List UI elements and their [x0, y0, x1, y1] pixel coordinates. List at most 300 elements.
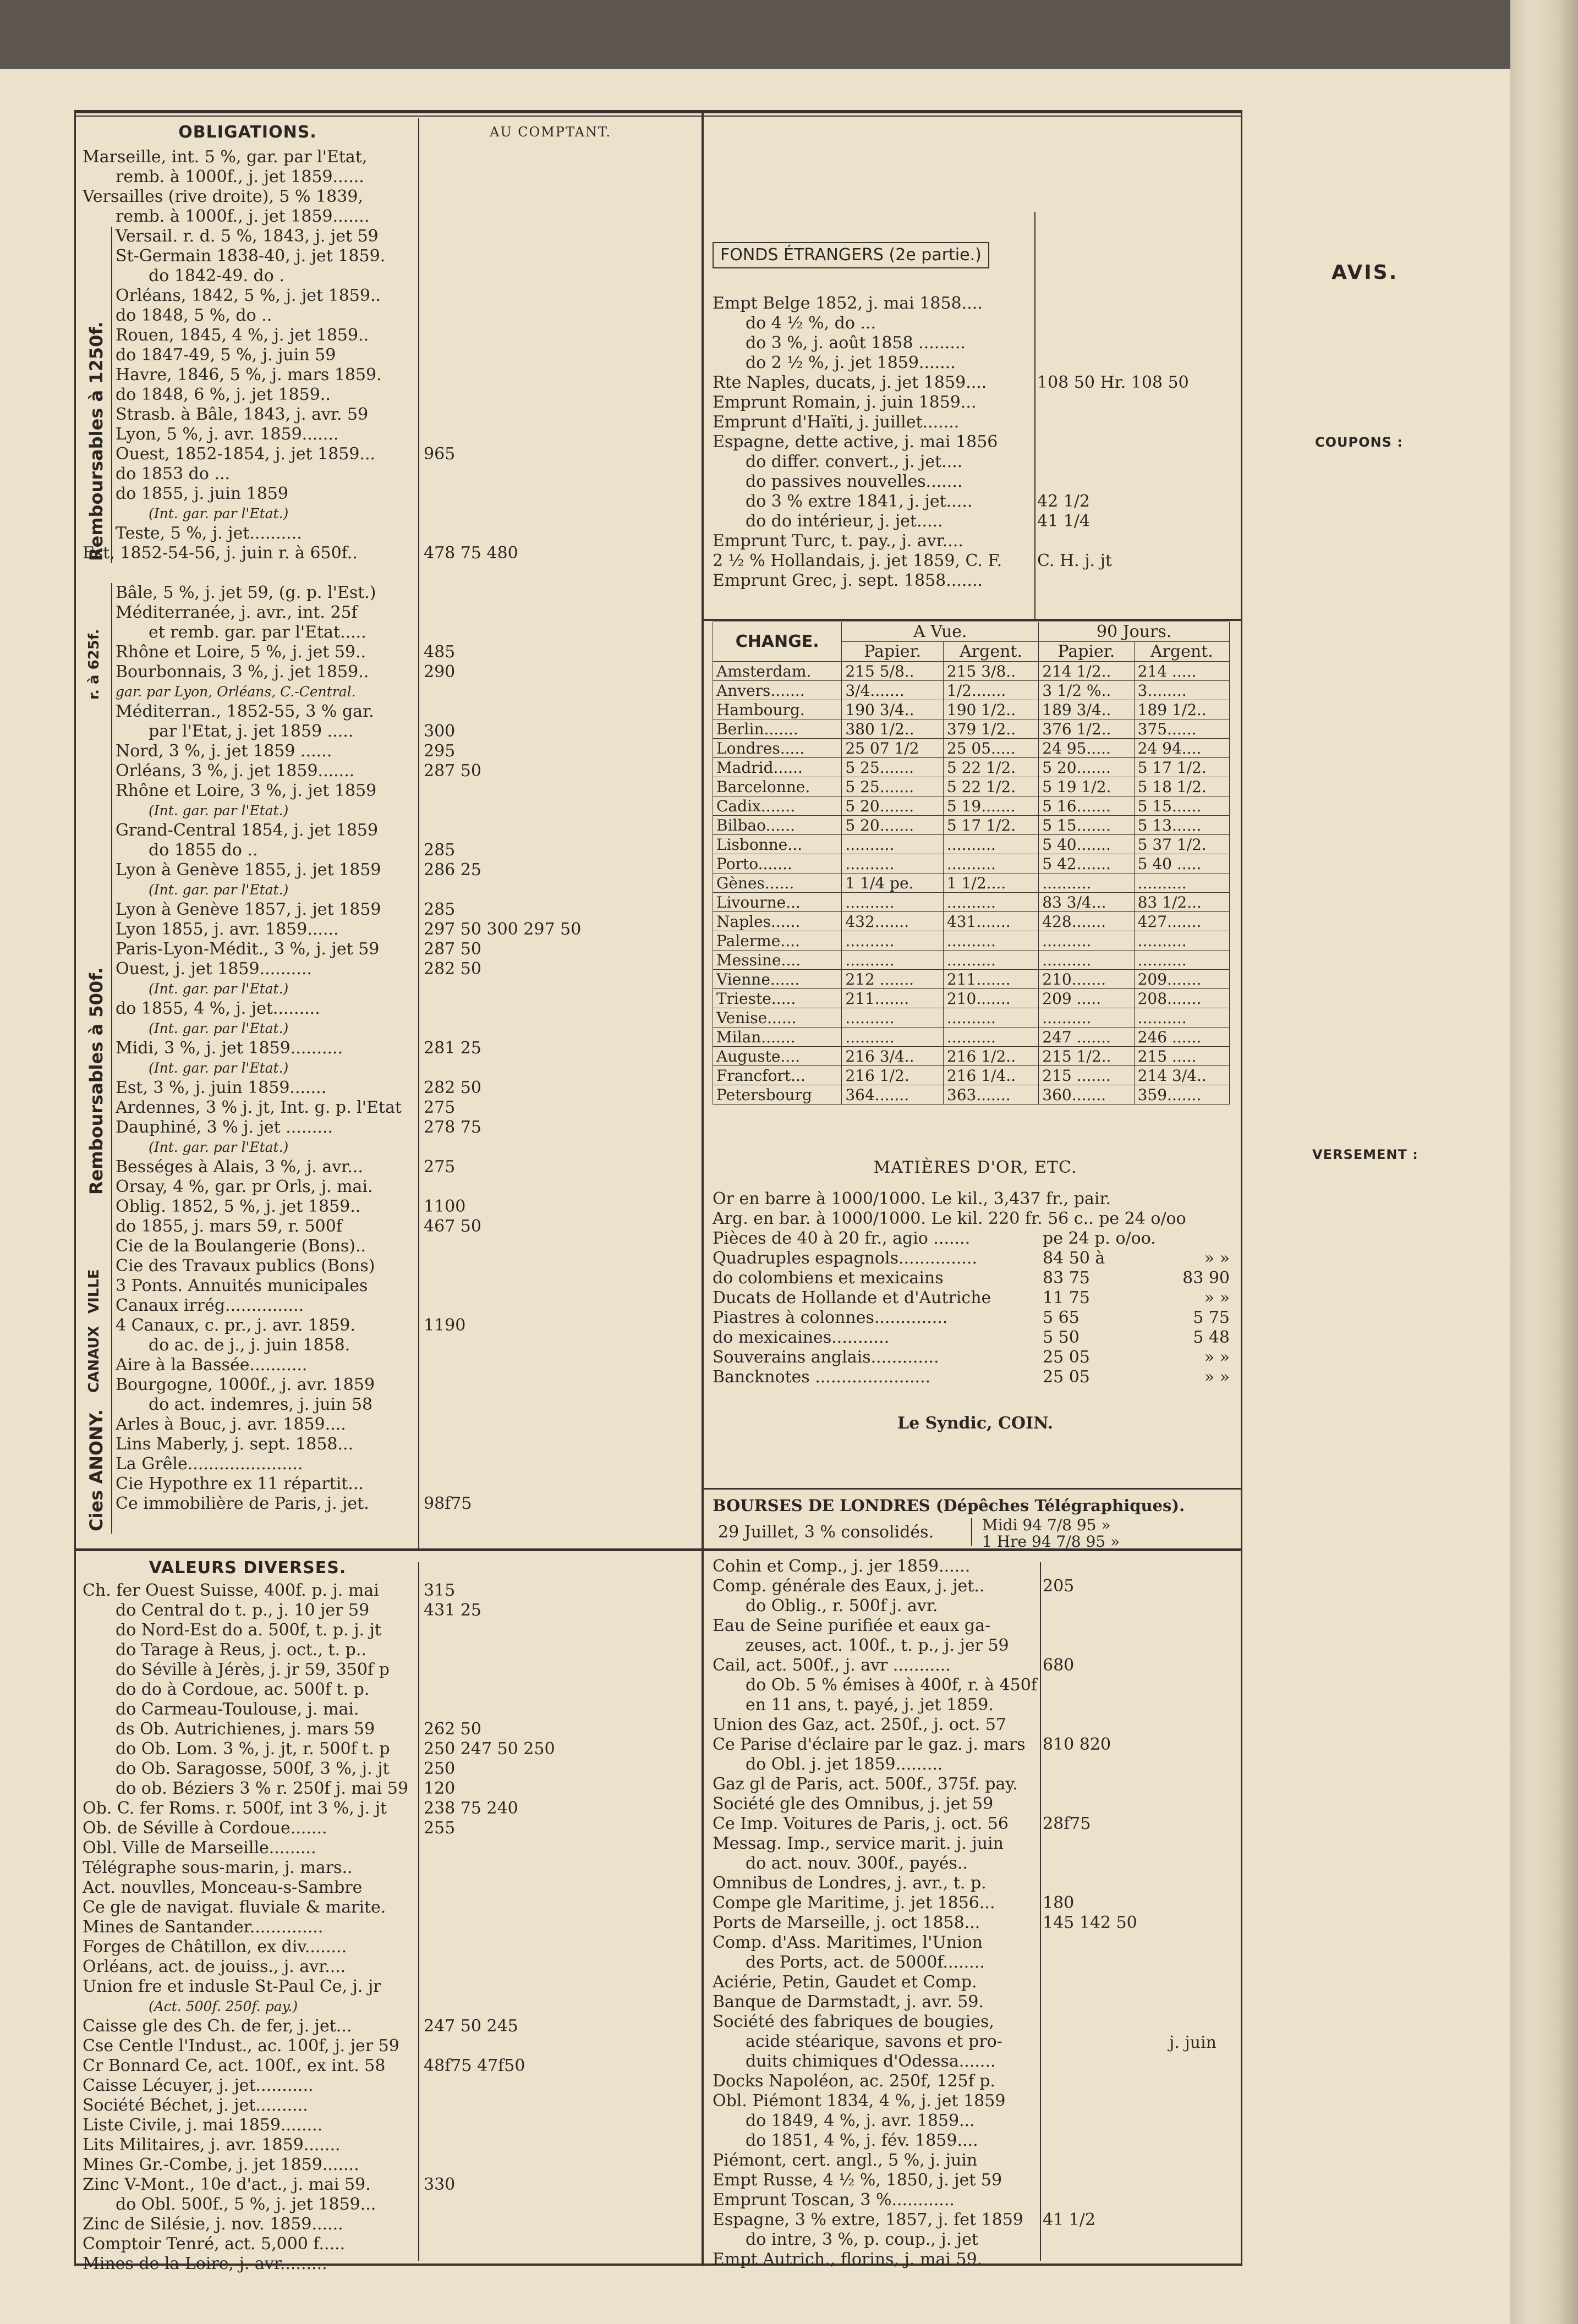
- row-label: do 1855, j. mars 59, r. 500f: [116, 1217, 342, 1236]
- change-rate: 431.......: [943, 912, 1038, 931]
- list-row: [713, 492, 1238, 512]
- matieres-label: Arg. en bar. à 1000/1000. Le kil. 220 fr. 56 c.. pe 24 o/oo: [713, 1209, 1186, 1228]
- row-label: Emprunt d'Haïti, j. juillet.......: [713, 413, 960, 432]
- matieres-label: do colombiens et mexicains: [713, 1268, 944, 1288]
- row-label: Havre, 1846, 5 %, j. mars 1859.: [116, 365, 382, 384]
- change-rate: 5 42.......: [1039, 854, 1134, 873]
- row-label: 4 Canaux, c. pr., j. avr. 1859.: [116, 1316, 355, 1335]
- list-row: [83, 167, 699, 187]
- list-row: [83, 1779, 699, 1799]
- change-rate: 216 1/4..: [943, 1066, 1038, 1085]
- list-row: [83, 504, 699, 524]
- list-row: [83, 920, 699, 940]
- list-row: [83, 326, 699, 345]
- row-label: des Ports, act. de 5000f........: [746, 1953, 985, 1972]
- list-row: [83, 1177, 699, 1197]
- change-rate: ..........: [842, 893, 944, 912]
- change-row: [713, 796, 1230, 816]
- list-row: [713, 2190, 1238, 2210]
- row-label: (Int. gar. par l'Etat.): [149, 1139, 289, 1155]
- change-rate: 5 37 1/2.: [1134, 835, 1229, 854]
- change-rate: 5 20.......: [1039, 758, 1134, 777]
- list-row: [83, 1078, 699, 1098]
- change-row: [713, 1085, 1230, 1105]
- bracket-line: [111, 1395, 112, 1534]
- row-label: do do intérieur, j. jet.....: [746, 512, 943, 531]
- list-row: [83, 246, 699, 266]
- list-row: [713, 2012, 1238, 2032]
- change-rate: 3/4.......: [842, 681, 944, 700]
- row-label: Rhône et Loire, 5 %, j. jet 59..: [116, 642, 366, 662]
- list-row: [713, 1636, 1238, 1656]
- fonds-column: [713, 242, 1238, 622]
- change-rate: ..........: [943, 835, 1038, 854]
- list-row: [83, 1858, 699, 1878]
- list-row: [83, 801, 699, 821]
- change-title: CHANGE.: [713, 622, 842, 662]
- list-row: [83, 1957, 699, 1977]
- row-label: do Obl. j. jet 1859.........: [746, 1755, 943, 1774]
- matieres-value-a: 5 50: [1043, 1328, 1080, 1347]
- matieres-value-b: » »: [1204, 1249, 1230, 1268]
- row-value: 281 25: [424, 1039, 481, 1058]
- row-label: ds Ob. Autrichienes, j. mars 59: [116, 1719, 375, 1739]
- list-row: [83, 1098, 699, 1118]
- row-label: Union des Gaz, act. 250f., j. oct. 57: [713, 1715, 1006, 1734]
- list-row: [713, 2111, 1238, 2131]
- change-rate: 5 22 1/2.: [943, 777, 1038, 796]
- list-row: [713, 432, 1238, 452]
- row-label: Caisse Lécuyer, j. jet...........: [83, 2076, 314, 2095]
- list-row: [83, 484, 699, 504]
- row-value: 282 50: [424, 959, 481, 979]
- row-value: 247 50 245: [424, 2017, 518, 2036]
- list-row: [83, 563, 699, 583]
- fonds-list: [713, 294, 1238, 591]
- row-value: 431 25: [424, 1601, 481, 1620]
- row-value: 28f75: [1043, 1814, 1091, 1833]
- row-label: Comp. générale des Eaux, j. jet..: [713, 1576, 985, 1596]
- row-label: (Int. gar. par l'Etat.): [149, 882, 289, 898]
- row-label: do ac. de j., j. juin 1858.: [149, 1336, 350, 1355]
- list-row: [83, 603, 699, 623]
- change-rate: ..........: [842, 1008, 944, 1028]
- row-value: 290: [424, 662, 456, 682]
- row-label: do do à Cordoue, ac. 500f t. p.: [116, 1680, 370, 1699]
- row-label: Mines Gr.-Combe, j. jet 1859.......: [83, 2155, 359, 2174]
- list-row: [83, 543, 699, 563]
- bracket-label: CANAUX: [86, 1326, 102, 1393]
- row-label: do ob. Béziers 3 % r. 250f j. mai 59: [116, 1779, 409, 1798]
- a-vue-header: A Vue.: [842, 622, 1039, 642]
- list-row: [713, 2230, 1238, 2250]
- change-rate: 214 3/4..: [1134, 1066, 1229, 1085]
- row-label: Orléans, 1842, 5 %, j. jet 1859..: [116, 286, 381, 305]
- row-value: 315: [424, 1581, 456, 1600]
- list-row: [83, 1719, 699, 1739]
- change-rate: 5 22 1/2.: [943, 758, 1038, 777]
- change-rate: 215 .....: [1134, 1047, 1229, 1066]
- row-label: Lyon à Genève 1857, j. jet 1859: [116, 900, 381, 919]
- change-rate: 1 1/2....: [943, 873, 1038, 893]
- londres-brace: [971, 1518, 972, 1546]
- change-city: Petersbourg: [713, 1085, 842, 1105]
- papier-header: Papier.: [842, 642, 944, 662]
- change-city: Naples......: [713, 912, 842, 931]
- change-rate: 5 15.......: [1039, 816, 1134, 835]
- change-rate: 432.......: [842, 912, 944, 931]
- list-row: [713, 2052, 1238, 2072]
- list-row: [83, 1759, 699, 1779]
- list-row: [83, 761, 699, 781]
- change-row: [713, 835, 1230, 854]
- list-row: [83, 1918, 699, 1937]
- change-row: [713, 777, 1230, 796]
- change-rate: ..........: [943, 1028, 1038, 1047]
- list-row: [83, 2076, 699, 2096]
- list-row: [83, 1799, 699, 1818]
- list-row: [713, 2210, 1238, 2230]
- matieres-row: [713, 1249, 1238, 1268]
- row-label: Lits Militaires, j. avr. 1859.......: [83, 2135, 341, 2155]
- change-city: Auguste....: [713, 1047, 842, 1066]
- change-row: [713, 816, 1230, 835]
- change-city: Amsterdam.: [713, 662, 842, 681]
- row-label: Nord, 3 %, j. jet 1859 ......: [116, 741, 332, 761]
- row-label: do Ob. Lom. 3 %, j. jt, r. 500f t. p: [116, 1739, 390, 1759]
- matieres-row: [713, 1308, 1238, 1328]
- bracket-label: VILLE: [86, 1269, 102, 1314]
- row-label: Société des fabriques de bougies,: [713, 2012, 994, 2031]
- list-row: [83, 1474, 699, 1494]
- change-rate: 3 1/2 %..: [1039, 681, 1134, 700]
- row-label: Liste Civile, j. mai 1859........: [83, 2116, 323, 2135]
- list-row: [83, 385, 699, 405]
- change-rate: 214 .....: [1134, 662, 1229, 681]
- matieres-row: [713, 1209, 1238, 1229]
- list-row: [713, 531, 1238, 551]
- change-rate: 208.......: [1134, 989, 1229, 1008]
- row-label: Cie des Travaux publics (Bons): [116, 1256, 375, 1276]
- matieres-value-b: 83 90: [1182, 1268, 1230, 1288]
- list-row: [713, 1576, 1238, 1596]
- change-row: [713, 893, 1230, 912]
- bracket-label: r. à 625f.: [86, 629, 102, 700]
- change-rate: 5 25.......: [842, 777, 944, 796]
- change-rate: 214 1/2..: [1039, 662, 1134, 681]
- row-value: 287 50: [424, 761, 481, 781]
- change-rate: 211.......: [842, 989, 944, 1008]
- list-row: [83, 1581, 699, 1601]
- list-row: [83, 1700, 699, 1719]
- change-rate: 5 19 1/2.: [1039, 777, 1134, 796]
- list-row: [83, 1039, 699, 1058]
- list-row: [83, 840, 699, 860]
- list-row: [83, 286, 699, 306]
- change-rate: 428.......: [1039, 912, 1134, 931]
- row-value: 680: [1043, 1656, 1075, 1675]
- row-label: do Séville à Jérès, j. jr 59, 350f p: [116, 1660, 390, 1679]
- list-row: [83, 1395, 699, 1415]
- matieres-label: do mexicaines...........: [713, 1328, 890, 1347]
- row-value: 286 25: [424, 860, 481, 880]
- change-row: [713, 1066, 1230, 1085]
- row-label: Midi, 3 %, j. jet 1859..........: [116, 1039, 343, 1058]
- list-row: [713, 1695, 1238, 1715]
- bracket-line: [111, 583, 112, 702]
- row-value: 238 75 240: [424, 1799, 518, 1818]
- section-rule-right: [704, 1548, 1241, 1551]
- list-row: [713, 1854, 1238, 1874]
- list-row: [83, 1898, 699, 1918]
- row-value: 297 50 300 297 50: [424, 920, 582, 939]
- change-rate: 247 .......: [1039, 1028, 1134, 1047]
- row-label: Lyon, 5 %, j. avr. 1859.......: [116, 425, 339, 444]
- change-city: Milan.......: [713, 1028, 842, 1047]
- row-label: Emprunt Romain, j. juin 1859...: [713, 393, 977, 412]
- row-label: Aciérie, Petin, Gaudet et Comp.: [713, 1973, 977, 1992]
- change-rate: ..........: [842, 835, 944, 854]
- row-label: Aire à la Bassée...........: [116, 1355, 308, 1375]
- j-juin-note: j. juin: [1169, 2033, 1217, 2052]
- change-rate: 5 15......: [1134, 796, 1229, 816]
- list-row: [83, 147, 699, 167]
- row-label: La Grêle......................: [116, 1454, 303, 1474]
- valeurs-title: VALEURS DIVERSES.: [149, 1558, 347, 1578]
- change-city: Hambourg.: [713, 700, 842, 719]
- change-city: Venise......: [713, 1008, 842, 1028]
- list-row: [83, 1058, 699, 1078]
- row-label: Canaux irrég...............: [116, 1296, 304, 1315]
- avis-heading: AVIS.: [1332, 261, 1399, 284]
- row-label: do 4 ½ %, do ...: [746, 314, 876, 333]
- row-label: et remb. gar. par l'Etat.....: [149, 623, 366, 642]
- versement-heading: VERSEMENT :: [1312, 1147, 1418, 1162]
- list-row: [713, 373, 1238, 393]
- change-row: [713, 970, 1230, 989]
- row-label: Lyon 1855, j. avr. 1859......: [116, 920, 339, 939]
- change-rate: ..........: [943, 951, 1038, 970]
- list-row: [713, 2151, 1238, 2171]
- row-label: Paris-Lyon-Médit., 3 %, j. jet 59: [116, 940, 380, 959]
- list-row: [83, 2195, 699, 2215]
- row-label: Espagne, dette active, j. mai 1856: [713, 432, 998, 452]
- matieres-value-a: pe 24 p. o/oo.: [1043, 1229, 1156, 1248]
- list-row: [83, 1601, 699, 1620]
- row-value: 478 75 480: [424, 543, 518, 563]
- change-row: [713, 989, 1230, 1008]
- list-row: [713, 1557, 1238, 1576]
- change-row: [713, 719, 1230, 739]
- row-label: do 1842-49. do .: [149, 266, 284, 285]
- list-row: [83, 1435, 699, 1454]
- list-row: [83, 444, 699, 464]
- row-label: Emprunt Grec, j. sept. 1858.......: [713, 571, 983, 590]
- row-label: do Carmeau-Toulouse, j. mai.: [116, 1700, 359, 1719]
- matieres-value-a: 5 65: [1043, 1308, 1080, 1327]
- row-label: Empt Russe, 4 ½ %, 1850, j. jet 59: [713, 2171, 1002, 2190]
- change-rate: 380 1/2..: [842, 719, 944, 739]
- list-row: [83, 900, 699, 920]
- list-row: [83, 662, 699, 682]
- list-row: [83, 2234, 699, 2254]
- change-city: Messine....: [713, 951, 842, 970]
- row-label: Ouest, 1852-1854, j. jet 1859...: [116, 444, 376, 464]
- change-rate: 216 1/2..: [943, 1047, 1038, 1066]
- row-value: C. H. j. jt: [1037, 551, 1112, 570]
- list-row: [713, 1893, 1238, 1913]
- list-row: [713, 551, 1238, 571]
- change-rate: 212 .......: [842, 970, 944, 989]
- change-rate: 1 1/4 pe.: [842, 873, 944, 893]
- change-rate: 209 .....: [1039, 989, 1134, 1008]
- row-label: Caisse gle des Ch. de fer, j. jet...: [83, 2017, 352, 2036]
- row-label: (Int. gar. par l'Etat.): [149, 981, 289, 997]
- change-city: Porto.......: [713, 854, 842, 873]
- list-row: [83, 1838, 699, 1858]
- row-label: do 1855, j. juin 1859: [116, 484, 289, 503]
- list-row: [713, 1834, 1238, 1854]
- list-row: [83, 207, 699, 227]
- row-label: Ce Parise d'éclaire par le gaz. j. mars: [713, 1735, 1026, 1754]
- matieres-value-b: 5 48: [1193, 1328, 1230, 1347]
- row-label: gar. par Lyon, Orléans, C.-Central.: [116, 684, 356, 700]
- change-rate: ..........: [1134, 951, 1229, 970]
- change-city: Madrid......: [713, 758, 842, 777]
- row-label: Arles à Bouc, j. avr. 1859....: [116, 1415, 346, 1434]
- list-row: [713, 314, 1238, 333]
- list-row: [83, 1355, 699, 1375]
- change-rate: 25 05.....: [943, 739, 1038, 758]
- row-label: zeuses, act. 100f., t. p., j. jer 59: [746, 1636, 1009, 1655]
- change-rate: 5 25.......: [842, 758, 944, 777]
- row-value: 42 1/2: [1037, 492, 1090, 511]
- matieres-value-a: 11 75: [1043, 1288, 1090, 1307]
- row-label: remb. à 1000f., j. jet 1859......: [116, 167, 364, 186]
- matieres-value-b: » »: [1204, 1348, 1230, 1367]
- change-row: [713, 912, 1230, 931]
- list-row: [83, 345, 699, 365]
- row-label: Compe gle Maritime, j. jet 1856...: [713, 1893, 995, 1913]
- row-label: Marseille, int. 5 %, gar. par l'Etat,: [83, 147, 368, 167]
- 90-jours-header: 90 Jours.: [1039, 622, 1230, 642]
- row-label: Mines de la Loire, j. avr.........: [83, 2254, 327, 2273]
- list-row: [713, 353, 1238, 373]
- change-city: Cadix.......: [713, 796, 842, 816]
- list-row: [83, 2036, 699, 2056]
- londres-title: BOURSES DE LONDRES (Dépêches Télégraphiques).: [713, 1496, 1185, 1515]
- row-label: (Int. gar. par l'Etat.): [149, 1060, 289, 1076]
- newspaper-page: [0, 69, 1510, 2324]
- argent-header: Argent.: [1134, 642, 1229, 662]
- list-row: [713, 512, 1238, 531]
- row-value: 250: [424, 1759, 456, 1778]
- list-row: [713, 1973, 1238, 1992]
- change-rate: 5 20.......: [842, 816, 944, 835]
- row-label: Ce gle de navigat. fluviale & marite.: [83, 1898, 386, 1917]
- change-rate: ..........: [842, 1028, 944, 1047]
- column-divider-main: [702, 113, 704, 2266]
- row-label: Est, 3 %, j. juin 1859.......: [116, 1078, 327, 1097]
- change-rate: 215 5/8..: [842, 662, 944, 681]
- row-label: remb. à 1000f., j. jet 1859.......: [116, 207, 370, 226]
- row-label: Ob. de Séville à Cordoue.......: [83, 1818, 327, 1838]
- change-rate: 189 1/2..: [1134, 700, 1229, 719]
- row-label: do 2 ½ %, j. jet 1859.......: [746, 353, 956, 372]
- change-row: [713, 662, 1230, 681]
- change-rate: 5 40 .....: [1134, 854, 1229, 873]
- list-row: [83, 642, 699, 662]
- change-rate: 376 1/2..: [1039, 719, 1134, 739]
- row-label: Dauphiné, 3 % j. jet .........: [116, 1118, 333, 1137]
- list-row: [83, 1276, 699, 1296]
- row-label: Cr Bonnard Ce, act. 100f., ex int. 58: [83, 2056, 386, 2075]
- change-rate: 215 1/2..: [1039, 1047, 1134, 1066]
- change-city: Bilbao......: [713, 816, 842, 835]
- list-row: [713, 1656, 1238, 1675]
- change-row: [713, 931, 1230, 951]
- row-value: 295: [424, 741, 456, 761]
- list-row: [83, 2215, 699, 2234]
- list-row: [83, 1375, 699, 1395]
- list-row: [83, 1818, 699, 1838]
- change-rate: ..........: [943, 854, 1038, 873]
- row-label: Société gle des Omnibus, j. jet 59: [713, 1794, 994, 1814]
- bracket-label: Remboursables à 500f.: [86, 967, 107, 1195]
- list-row: [83, 2096, 699, 2116]
- row-label: (Int. gar. par l'Etat.): [149, 803, 289, 818]
- row-label: duits chimiques d'Odessa.......: [746, 2052, 996, 2071]
- change-city: Trieste.....: [713, 989, 842, 1008]
- list-row: [83, 227, 699, 246]
- row-value: 41 1/4: [1037, 512, 1090, 531]
- change-row: [713, 681, 1230, 700]
- list-row: [83, 2116, 699, 2135]
- list-row: [83, 2056, 699, 2076]
- row-label: Ouest, j. jet 1859..........: [116, 959, 312, 979]
- londres-date: 29 Juillet, 3 % consolidés.: [718, 1523, 934, 1542]
- list-row: [83, 682, 699, 702]
- list-row: [83, 464, 699, 484]
- change-rate: ..........: [943, 893, 1038, 912]
- row-label: Messag. Imp., service marit. j. juin: [713, 1834, 1004, 1853]
- list-row: [83, 940, 699, 959]
- change-rate: ..........: [1039, 873, 1134, 893]
- list-row: [83, 1937, 699, 1957]
- row-value: 300: [424, 722, 456, 741]
- list-row: [713, 1953, 1238, 1973]
- row-label: Teste, 5 %, j. jet..........: [116, 524, 302, 543]
- row-label: do act. nouv. 300f., payés..: [746, 1854, 968, 1873]
- matieres-label: Souverains anglais.............: [713, 1348, 939, 1367]
- matieres-row: [713, 1367, 1238, 1387]
- row-label: Eau de Seine purifiée et eaux ga-: [713, 1616, 991, 1635]
- valeurs-column: [83, 1557, 699, 2273]
- bracket-label: Remboursables à 1250f.: [86, 321, 107, 561]
- change-rate: 209.......: [1134, 970, 1229, 989]
- list-row: [713, 2171, 1238, 2190]
- change-city: Palerme....: [713, 931, 842, 951]
- matieres-title: MATIÈRES D'OR, ETC.: [873, 1158, 1077, 1177]
- list-row: [713, 2032, 1238, 2052]
- list-row: [713, 472, 1238, 492]
- row-label: Méditerranée, j. avr., int. 25f: [116, 603, 358, 622]
- row-label: Ardennes, 3 % j. jt, Int. g. p. l'Etat: [116, 1098, 402, 1117]
- change-rate: 83 1/2...: [1134, 893, 1229, 912]
- list-row: [713, 2250, 1238, 2270]
- argent-header: Argent.: [943, 642, 1038, 662]
- row-label: Oblig. 1852, 5 %, j. jet 1859..: [116, 1197, 361, 1216]
